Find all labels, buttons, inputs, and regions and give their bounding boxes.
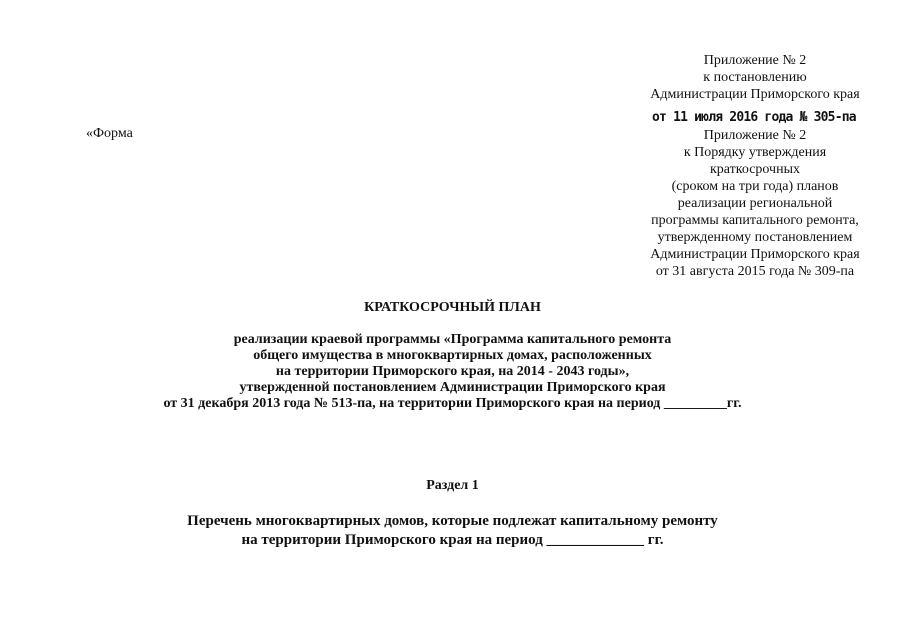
subtitle-line: утвержденной постановлением Администрации Приморского края	[239, 380, 666, 395]
form-label: «Форма	[86, 126, 133, 141]
procedure-line: краткосрочных	[709, 162, 800, 177]
procedure-line: (сроком на три года) планов	[671, 179, 839, 194]
approval-line-1: Приложение № 2	[703, 53, 807, 68]
procedure-line: Приложение № 2	[703, 128, 807, 143]
subtitle-line: общего имущества в многоквартирных домах, расположенных	[253, 348, 652, 363]
plan-subtitle	[0, 332, 905, 412]
plan-title: КРАТКОСРОЧНЫЙ ПЛАН	[364, 300, 541, 315]
approval-date-stamp: от 11 июля 2016 года № 305-па	[652, 109, 856, 126]
procedure-line: к Порядку утверждения	[683, 145, 827, 160]
list-title-line: на территории Приморского края на период _____________ гг.	[241, 532, 664, 548]
section-list-title	[0, 512, 905, 550]
section-title: Раздел 1	[426, 478, 479, 493]
approval-header	[640, 52, 870, 280]
subtitle-line: на территории Приморского края, на 2014 - 2043 годы»,	[275, 364, 630, 379]
procedure-line: реализации региональной	[677, 196, 833, 211]
subtitle-line: реализации краевой программы «Программа капитального ремонта	[233, 332, 672, 347]
procedure-line: Администрации Приморского края	[650, 247, 860, 262]
approval-line-2: к постановлению	[703, 70, 807, 85]
procedure-line: программы капитального ремонта,	[651, 213, 859, 228]
procedure-line: утвержденному постановлением	[657, 230, 853, 245]
approval-line-3: Администрации Приморского края	[650, 87, 860, 102]
list-title-line: Перечень многоквартирных домов, которые подлежат капитальному ремонту	[187, 513, 718, 529]
subtitle-line: от 31 декабря 2013 года № 513-па, на территории Приморского края на период _________гг.	[163, 396, 742, 411]
procedure-appendix-block	[640, 127, 870, 280]
procedure-line: от 31 августа 2015 года № 309-па	[655, 264, 855, 279]
